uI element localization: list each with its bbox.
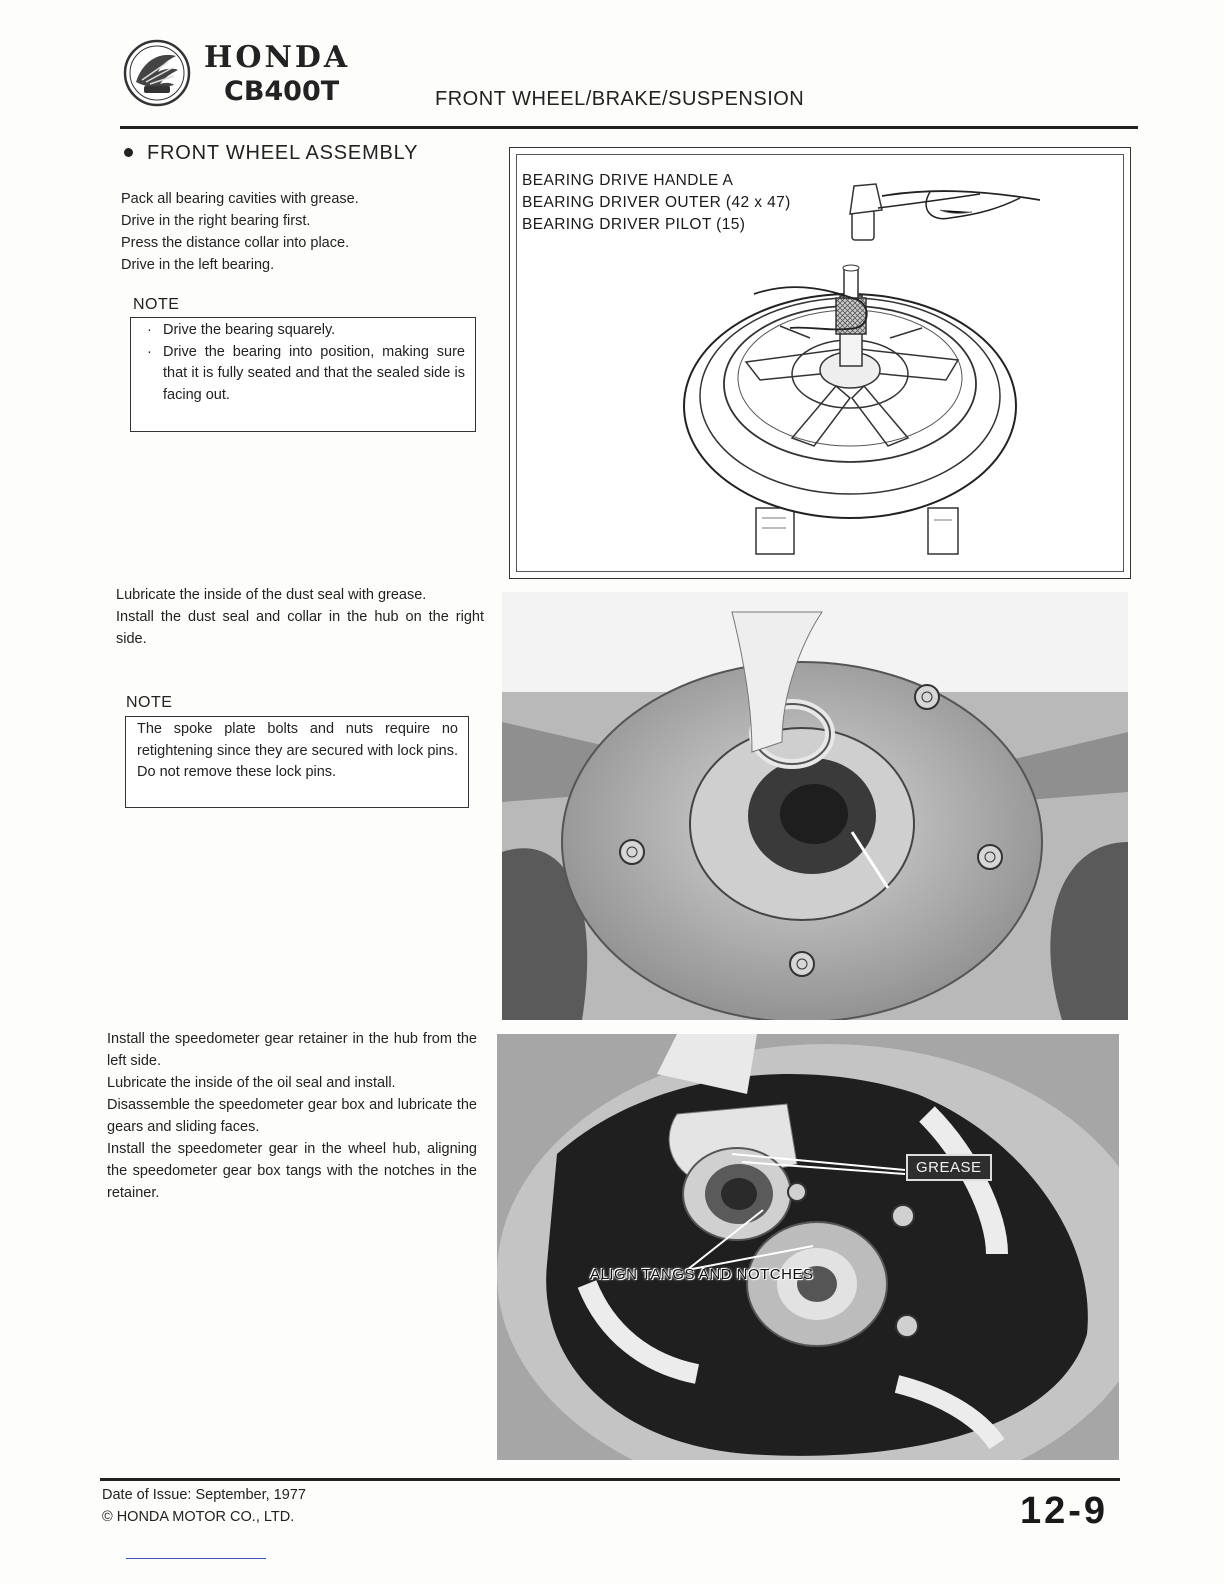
instruction-line: Pack all bearing cavities with grease. bbox=[121, 191, 359, 207]
note-box-2 bbox=[125, 716, 469, 808]
decorative-underline bbox=[126, 1558, 266, 1559]
instruction-line: Lubricate the inside of the dust seal with grease. bbox=[116, 587, 427, 603]
align-tangs-callout: ALIGN TANGS AND NOTCHES bbox=[590, 1266, 814, 1283]
instruction-line: Disassemble the speedometer gear box and lubricate the gears and sliding faces. bbox=[107, 1097, 477, 1135]
bearing-driver-illustration bbox=[509, 147, 1131, 579]
instruction-line: Lubricate the inside of the oil seal and install. bbox=[107, 1075, 396, 1091]
speedometer-gear-photo bbox=[497, 1034, 1119, 1460]
instruction-line: Install the speedometer gear in the wheel hub, aligning the speedometer gear box tangs with the notches in the retainer. bbox=[107, 1141, 477, 1201]
section-title: FRONT WHEEL/BRAKE/SUSPENSION bbox=[435, 88, 805, 110]
bullet-icon bbox=[124, 148, 133, 157]
note-box-1 bbox=[130, 317, 476, 432]
instructions-block-3 bbox=[107, 1028, 477, 1204]
note-text: The spoke plate bolts and nuts require no retightening since they are secured with lock pins. Do not remove these lock pins. bbox=[137, 721, 458, 780]
instruction-line: Drive in the right bearing first. bbox=[121, 213, 311, 229]
note-item: · Drive the bearing squarely. bbox=[147, 322, 336, 338]
instruction-line: Install the speedometer gear retainer in the hub from the left side. bbox=[107, 1031, 477, 1069]
copyright: © HONDA MOTOR CO., LTD. bbox=[102, 1509, 295, 1525]
grease-callout: GREASE bbox=[906, 1154, 992, 1181]
tool-label: BEARING DRIVER PILOT (15) bbox=[522, 216, 746, 233]
page-number: 12-9 bbox=[1020, 1490, 1109, 1532]
issue-date: Date of Issue: September, 1977 bbox=[102, 1487, 306, 1503]
dust-seal-photo bbox=[502, 592, 1128, 1020]
instruction-line: Install the dust seal and collar in the hub on the right side. bbox=[116, 609, 484, 647]
footer-info bbox=[102, 1484, 306, 1528]
tool-label: BEARING DRIVER OUTER (42 x 47) bbox=[522, 194, 791, 211]
tool-labels bbox=[522, 170, 791, 236]
honda-wing-logo bbox=[122, 38, 192, 108]
note-label-1: NOTE bbox=[133, 296, 180, 313]
footer-rule bbox=[100, 1478, 1120, 1481]
note-label-2: NOTE bbox=[126, 694, 173, 711]
note-item: · Drive the bearing into position, making sure that it is fully seated and that the sealed side is facing out. bbox=[147, 343, 465, 403]
model-name: CB400T bbox=[224, 76, 340, 107]
brand-name: HONDA bbox=[204, 40, 351, 75]
tool-label: BEARING DRIVE HANDLE A bbox=[522, 172, 734, 189]
header-rule bbox=[120, 126, 1138, 129]
instruction-line: Press the distance collar into place. bbox=[121, 235, 350, 251]
instruction-line: Drive in the left bearing. bbox=[121, 257, 275, 273]
instructions-block-2 bbox=[116, 584, 484, 650]
page-heading: FRONT WHEEL ASSEMBLY bbox=[120, 142, 418, 165]
instructions-block-1 bbox=[121, 188, 421, 276]
